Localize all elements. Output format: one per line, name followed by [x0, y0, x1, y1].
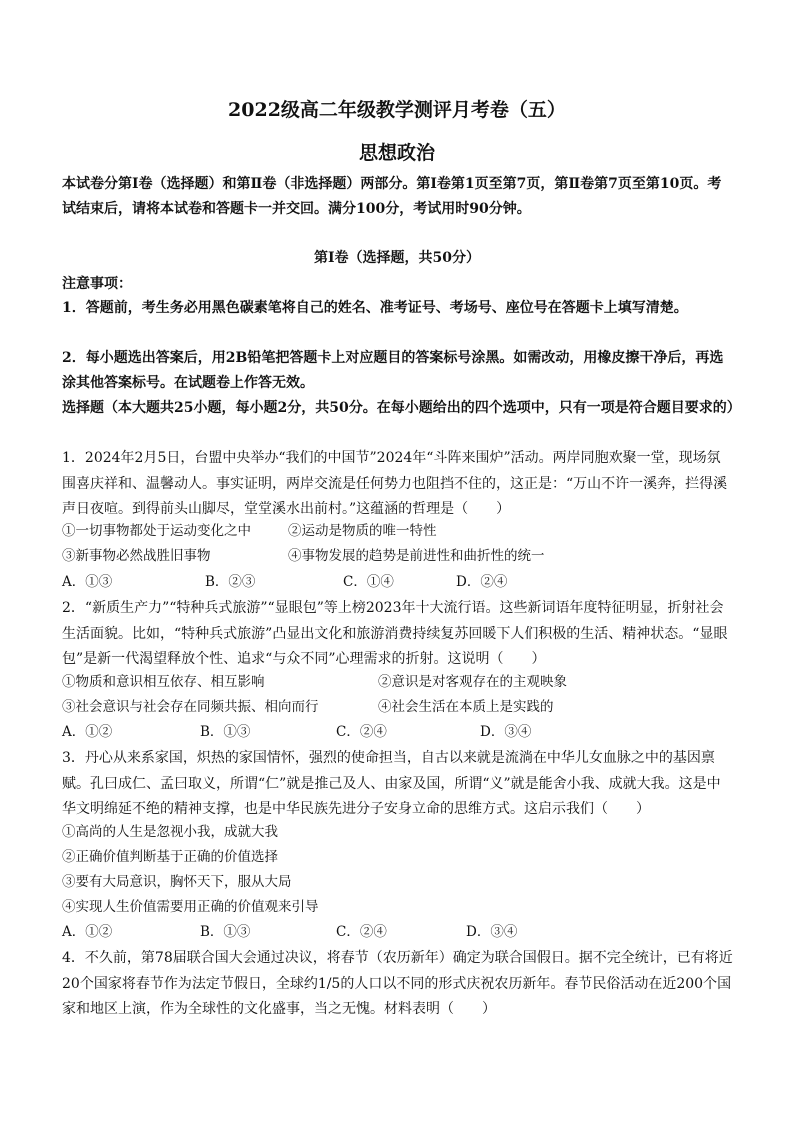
q2-answer-a: A．①②: [62, 724, 113, 740]
subject-title: 思想政治: [358, 142, 435, 164]
q3-answer-c: C．②④: [336, 924, 387, 940]
q3-answer-d: D．③④: [466, 924, 518, 940]
q2-option-1: ①物质和意识相互依存、相互影响: [62, 674, 265, 690]
q3-option-4: ④实现人生价值需要用正确的价值观来引导: [62, 899, 319, 915]
instructions: 选择题（本大题共25小题，每小题2分，共50分。在每小题给出的四个选项中，只有一项是符合题目要求的）: [62, 400, 741, 416]
q2-option-3: ③社会意识与社会存在同频共振、相向而行: [62, 699, 319, 715]
intro-paragraph: 本试卷分第Ⅰ卷（选择题）和第Ⅱ卷（非选择题）两部分。第Ⅰ卷第1页至第7页，第Ⅱ卷第7页至第10页。考试结束后，请将本试卷和答题卡一并交回。满分100分，考试用时90分钟。: [62, 176, 722, 217]
q1-answer-a: A．①③: [62, 574, 113, 590]
q1-answer-c: C．①④: [343, 574, 394, 590]
question-1-stem: 1．2024年2月5日，台盟中央举办“我们的中国节”2024年“斗阵来围炉”活动。两岸同胞欢聚一堂，现场氛围喜庆祥和、温馨动人。事实证明，两岸交流是任何势力也阻挡不住的，这正是：“万山不许一溪奔，拦得溪声日夜喧。到得前头山脚尽，堂堂溪水出前村。”这蕴涵的哲理是（ ）: [62, 450, 728, 517]
q1-option-3: ③新事物必然战胜旧事物: [62, 548, 211, 564]
q1-option-1: ①一切事物都处于运动变化之中: [62, 523, 251, 539]
q2-answer-b: B．①③: [200, 724, 251, 740]
q3-option-1: ①高尚的人生是忽视小我，成就大我: [62, 824, 278, 840]
question-4-stem: 4．不久前，第78届联合国大会通过决议，将春节（农历新年）确定为联合国假日。据不完全统计，已有将近20个国家将春节作为法定节假日，全球约1/5的人口以不同的形式庆祝农历新年。春节民俗活动在近200个国家和地区上演，作为全球性的文化盛事，当之无愧。材料表明（ ）: [62, 950, 733, 1017]
q1-answer-d: D．②④: [456, 574, 508, 590]
q1-option-2: ②运动是物质的唯一特性: [288, 523, 437, 539]
q3-answer-a: A．①②: [62, 924, 113, 940]
q2-answer-d: D．③④: [480, 724, 532, 740]
q2-option-4: ④社会生活在本质上是实践的: [378, 699, 554, 715]
note-item-2: 2．每小题选出答案后，用2B铅笔把答题卡上对应题目的答案标号涂黑。如需改动，用橡皮擦干净后，再选涂其他答案标号。在试题卷上作答无效。: [62, 350, 724, 391]
q1-answer-b: B．②③: [205, 574, 256, 590]
q1-option-4: ④事物发展的趋势是前进性和曲折性的统一: [288, 548, 545, 564]
q2-answer-c: C．②④: [336, 724, 387, 740]
notes-heading: 注意事项：: [62, 276, 132, 292]
q3-option-2: ②正确价值判断基于正确的价值选择: [62, 849, 278, 865]
exam-title: 2022级高二年级教学测评月考卷（五）: [228, 99, 566, 121]
note-item-1: 1．答题前，考生务必用黑色碳素笔将自己的姓名、准考证号、考场号、座位号在答题卡上填写清楚。: [62, 300, 688, 316]
q2-option-2: ②意识是对客观存在的主观映象: [378, 674, 567, 690]
q3-answer-b: B．①③: [200, 924, 251, 940]
question-3-stem: 3．丹心从来系家国，炽热的家国情怀，强烈的使命担当，自古以来就是流淌在中华儿女血脉之中的基因禀赋。孔曰成仁、孟曰取义，所谓“仁”就是推己及人、由家及国，所谓“义”就是能舍小我、成就大我。这是中华文明绵延不绝的精神支撑，也是中华民族先进分子安身立命的思维方式。这启示我们（ ）: [62, 750, 721, 817]
question-2-stem: 2．“新质生产力”“特种兵式旅游”“显眼包”等上榜2023年十大流行语。这些新词语年度特征明显，折射社会生活面貌。比如，“特种兵式旅游”凸显出文化和旅游消费持续复苏回暖下人们积极的生活、精神状态。“显眼包”是新一代渴望释放个性、追求“与众不同”心理需求的折射。这说明（ ）: [62, 600, 728, 667]
q3-option-3: ③要有大局意识，胸怀天下，服从大局: [62, 874, 292, 890]
section-title: 第Ⅰ卷（选择题，共50分）: [313, 250, 481, 266]
